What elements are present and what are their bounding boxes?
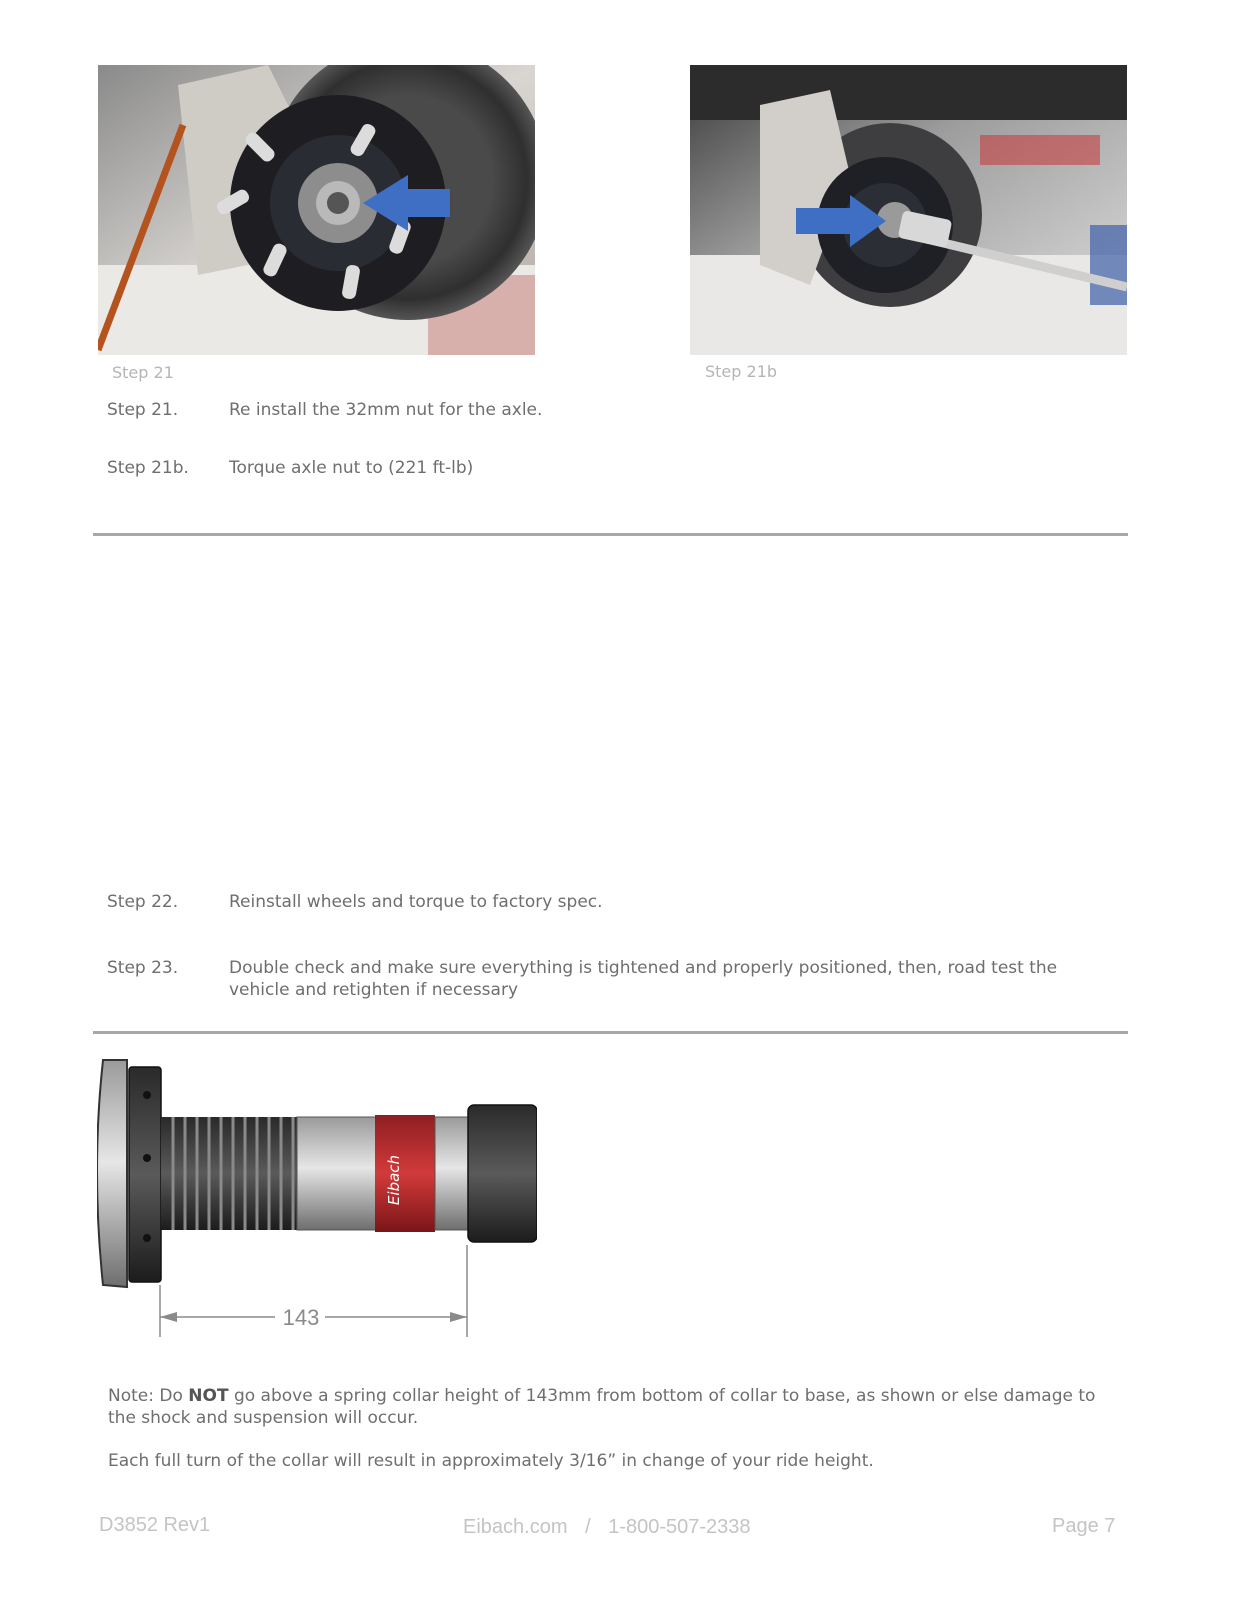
step-21-caption: Step 21	[112, 363, 174, 382]
section-divider	[93, 533, 1128, 536]
spring-collar-diagram	[97, 1055, 537, 1345]
note-emphasis: NOT	[188, 1386, 229, 1406]
step-21b-text: Torque axle nut to (221 ft-lb)	[229, 458, 474, 478]
footer-website: Eibach.com	[463, 1516, 568, 1538]
eibach-logo: Eibach	[385, 1154, 403, 1206]
step-21-text: Re install the 32mm nut for the axle.	[229, 400, 543, 420]
step-21-photo	[98, 65, 535, 355]
footer-separator: /	[585, 1516, 591, 1538]
step-23-text: Double check and make sure everything is tightened and properly positioned, then, road test the vehicle and retighten if necessary	[229, 958, 1058, 1000]
step-23-label: Step 23.	[107, 958, 179, 978]
step-21b-photo	[690, 65, 1127, 355]
collar-height-note	[108, 1385, 1118, 1429]
footer-page-number: Page 7	[1052, 1515, 1116, 1537]
footer-contact	[463, 1516, 751, 1539]
step-22-text: Reinstall wheels and torque to factory spec.	[229, 892, 603, 912]
step-21-label: Step 21.	[107, 400, 179, 420]
step-21b-caption: Step 21b	[705, 362, 778, 381]
note-prefix: Note: Do	[108, 1386, 189, 1406]
note-suffix: go above a spring collar height of 143mm from bottom of collar to base, as shown or else damage to the shock and suspension will occur.	[108, 1386, 1096, 1428]
footer-phone: 1-800-507-2338	[608, 1516, 751, 1538]
dimension-label: 143	[282, 1305, 320, 1330]
section-divider	[93, 1031, 1128, 1034]
step-21b-label: Step 21b.	[107, 458, 189, 478]
ride-height-note: Each full turn of the collar will result in approximately 3/16” in change of your ride height.	[108, 1451, 874, 1471]
step-22-label: Step 22.	[107, 892, 179, 912]
footer-doc-id: D3852 Rev1	[99, 1514, 211, 1536]
